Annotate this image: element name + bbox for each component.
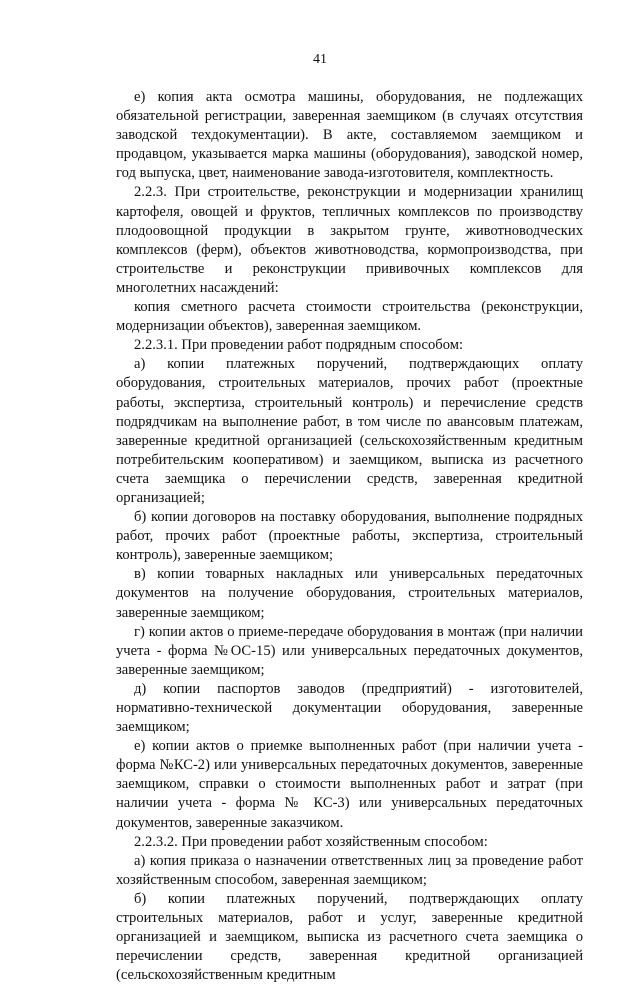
paragraph: 2.2.3.2. При проведении работ хозяйственным способом: [134,833,488,850]
paragraph: д) копии паспортов заводов (предприятий) - изготовителей, нормативно-технической документации оборудования, заверенные заемщиком; [116,680,583,736]
paragraph: г) копии актов о приеме-передаче оборудования в монтаж (при наличии учета - форма №ОС-15) или универсальных передаточных документов, заверенные заемщиком; [116,623,583,678]
paragraph: 2.2.3. При строительстве, реконструкции и модернизации хранилищ картофеля, овощей и фруктов, тепличных комплексов по производству плодоовощной продукции в закрытом грунте, животноводческих комплексов (ферм), объектов животноводства, кормопроизводства, при строительстве и реконструкции прививочных комплексов для многолетних насаждений: [116,184,583,296]
paragraph: а) копия приказа о назначении ответственных лиц за проведение работ хозяйственным способом, заверенная заемщиком; [116,852,583,888]
paragraph: б) копии платежных поручений, подтверждающих оплату строительных материалов, работ и услуг, заверенные кредитной организацией и заемщиком, выписка из расчетного счета заемщика о перечислении средств, заверенная кредитной организацией (сельскохозяйственным кредитным [116,890,583,984]
paragraph: 2.2.3.1. При проведении работ подрядным способом: [134,337,464,354]
paragraph: е) копии актов о приемке выполненных работ (при наличии учета - форма №КС-2) или универсальных передаточных документов, заверенные заемщиком, справки о стоимости выполненных работ и затрат (при наличии учета - форма № КС-3) или универсальных передаточных документов, заверенные заказчиком. [116,738,583,831]
paragraph: в) копии товарных накладных или универсальных передаточных документов на получение оборудования, строительных материалов, заверенные заемщиком; [116,566,583,621]
paragraph: е) копия акта осмотра машины, оборудования, не подлежащих обязательной регистрации, заверенная заемщиком (в случаях отсутствия заводской техдокументации). В акте, составляемом заемщиком и продавцом, указывается марка машины (оборудования), заводской номер, год выпуска, цвет, наименование завода-изготовителя, комплектность. [116,89,583,182]
paragraph: б) копии договоров на поставку оборудования, выполнение подрядных работ, прочих работ (проектные работы, экспертиза, строительный контроль), заверенные заемщиком; [116,509,583,564]
page-number: 41 [313,52,327,67]
document-body [116,88,583,985]
paragraph: а) копии платежных поручений, подтверждающих оплату оборудования, строительных материалов, прочих работ (проектные работы, экспертиза, строительный контроль) и перечисление средств подрядчикам на выполнение работ, в том числе по авансовым платежам, заверенные кредитной организацией (сельскохозяйственным кредитным потребительским кооперативом) и заемщиком, выписка из расчетного счета заемщика о перечислении средств, заверенная кредитной организацией; [116,356,583,506]
paragraph: копия сметного расчета стоимости строительства (реконструкции, модернизации объектов), заверенная заемщиком. [116,299,583,335]
